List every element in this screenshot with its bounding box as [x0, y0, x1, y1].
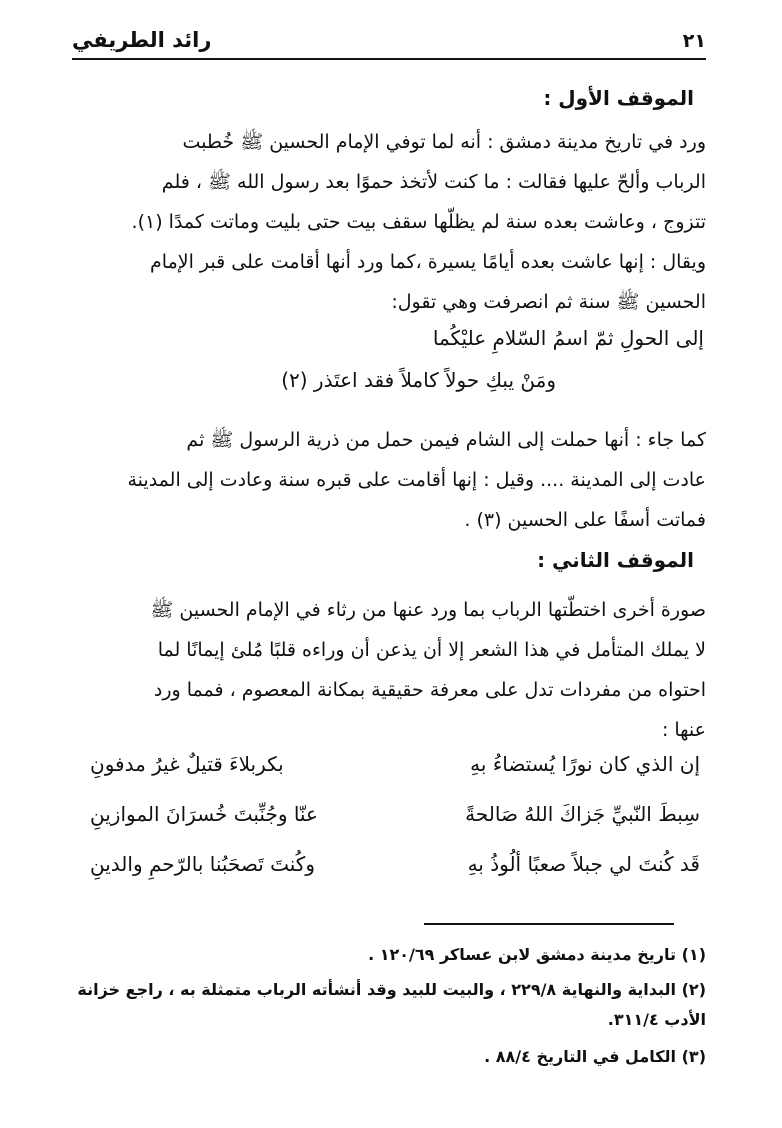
poem-first-hemistich: سِبطَ النّبيِّ جَزاكَ اللهُ صَالحةً	[465, 802, 700, 826]
poem-first-hemistich: قَد كُنتَ لي جبلاً صعبًا ألُوذُ بهِ	[467, 852, 700, 876]
text-line: كما جاء : أنها حملت إلى الشام فيمن حمل من ذرية الرسول ﷺ ثم	[186, 429, 706, 451]
page-number: ٢١	[682, 30, 706, 52]
text-line: عنها :	[661, 719, 706, 741]
text-line: ورد في تاريخ مدينة دمشق : أنه لما توفي الإمام الحسين ﷺ خُطبت	[182, 131, 706, 153]
text-line: احتواه من مفردات تدل على معرفة حقيقية بمكانة المعصوم ، فمما ورد	[153, 679, 706, 701]
page-header	[72, 26, 706, 60]
poem-first-hemistich: إن الذي كان نورًا يُستضاءُ بهِ	[470, 752, 700, 776]
footnote-1	[72, 940, 706, 970]
poem-verse	[90, 802, 700, 842]
poem-second-hemistich: عنّا وجُنِّبتَ خُسرَانَ الموازينِ	[90, 802, 318, 826]
text-line: الحسين ﷺ سنة ثم انصرفت وهي تقول:	[391, 291, 706, 313]
poem-verse	[90, 852, 700, 892]
text-line: فماتت أسفًا على الحسين (٣) .	[464, 509, 706, 531]
section-heading-first: الموقف الأول :	[543, 86, 694, 110]
text-line: لا يملك المتأمل في هذا الشعر إلا أن يذعن أن وراءه قلبًا مُلئ إيمانًا لما	[157, 639, 706, 661]
section-heading-second: الموقف الثاني :	[537, 548, 694, 572]
text-line: عادت إلى المدينة .... وقيل : إنها أقامت على قبره سنة وعادت إلى المدينة	[127, 469, 706, 491]
header-rule	[72, 58, 706, 60]
footnote-separator	[424, 923, 674, 925]
poem-second-hemistich: بكربلاءَ قتيلٌ غيرُ مدفونِ	[90, 752, 284, 776]
footnote-2	[72, 975, 706, 1035]
paragraph-second-position	[72, 590, 706, 750]
footnote-line: (٢) البداية والنهاية ٢٢٩/٨ ، والبيت للبيد وقد أنشأته الرباب متمثلة به ، راجع خزانة	[77, 980, 706, 999]
poem-verse	[90, 752, 700, 792]
text-line: الرباب وألحّ عليها فقالت : ما كنت لأتخذ حموًا بعد رسول الله ﷺ ، فلم	[161, 171, 706, 193]
running-title: رائد الطريفي	[72, 28, 212, 52]
footnote-line: (١) تاريخ مدينة دمشق لابن عساكر ١٢٠/٦٩ .	[368, 945, 706, 964]
footnote-3	[72, 1042, 706, 1072]
poem-second-hemistich: وكُنتَ تَصحَبُنا بالرّحمِ والدينِ	[90, 852, 315, 876]
paragraph-first-position	[72, 122, 706, 322]
text-line: ويقال : إنها عاشت بعده أيامًا يسيرة ،كما ورد أنها أقامت على قبر الإمام	[150, 251, 706, 273]
paragraph-after-verse	[72, 420, 706, 540]
text-line: تتزوج ، وعاشت بعده سنة لم يظلّها سقف بيت حتى بليت وماتت كمدًا (١).	[131, 211, 706, 233]
footnote-line: الأدب ٣١١/٤.	[607, 1010, 706, 1029]
verse-line-second: ومَنْ يبكِ حولاً كاملاً فقد اعتَذر (٢)	[281, 368, 556, 392]
text-line: صورة أخرى اختطّتها الرباب بما ورد عنها من رثاء في الإمام الحسين ﷺ	[150, 599, 706, 621]
footnote-line: (٣) الكامل في التاريخ ٨٨/٤ .	[484, 1047, 706, 1066]
verse-line-first: إلى الحولِ ثمّ اسمُ السّلامِ عليْكُما	[432, 326, 704, 350]
